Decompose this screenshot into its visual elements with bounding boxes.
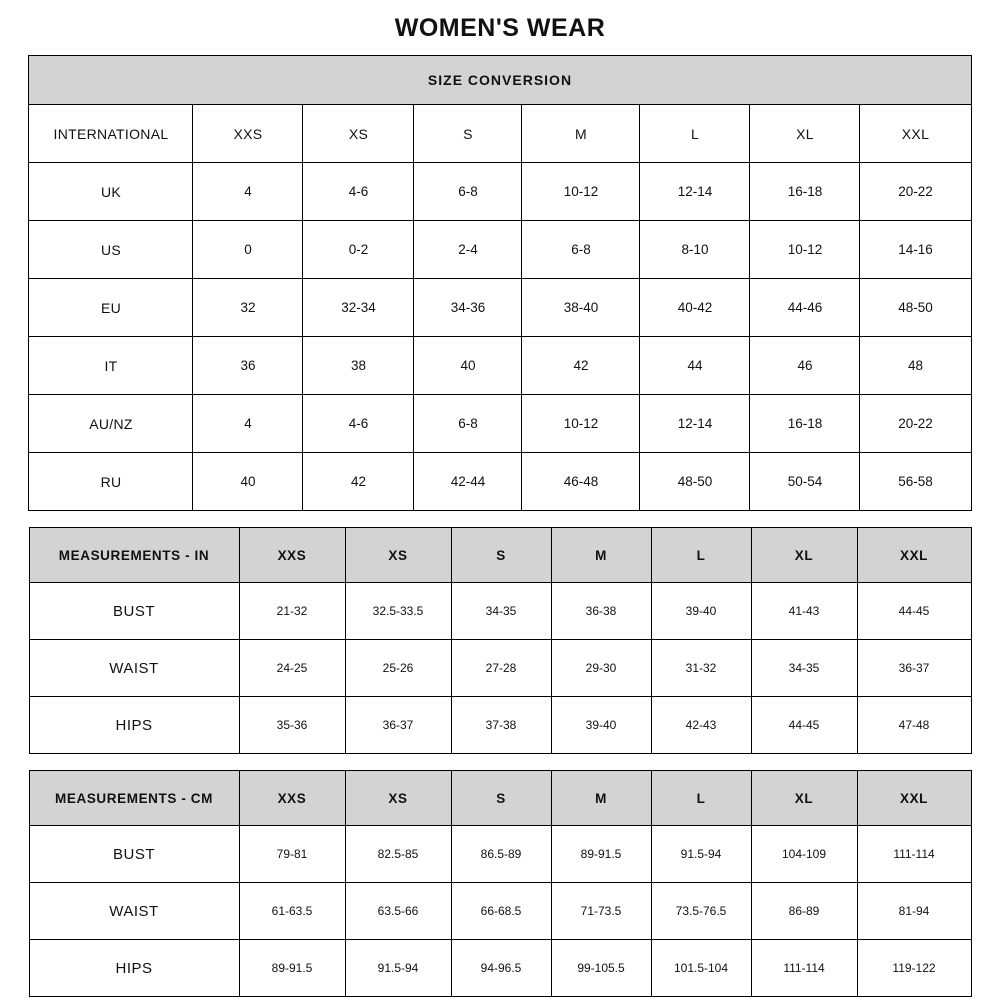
cell: 20-22 bbox=[860, 395, 971, 453]
cell: 66-68.5 bbox=[451, 883, 551, 940]
cell: 27-28 bbox=[451, 640, 551, 697]
cell: 0 bbox=[193, 221, 303, 279]
measurements-cm-header-cell-1: XXS bbox=[239, 771, 345, 826]
cell: 4-6 bbox=[303, 395, 414, 453]
cell: 32.5-33.5 bbox=[345, 583, 451, 640]
cell: 36-37 bbox=[857, 640, 971, 697]
measurements-cm-header-cell-6: XL bbox=[751, 771, 857, 826]
cell: 44-46 bbox=[750, 279, 860, 337]
cell: 16-18 bbox=[750, 163, 860, 221]
cell: 16-18 bbox=[750, 395, 860, 453]
table-row bbox=[29, 697, 971, 754]
cell: 10-12 bbox=[522, 163, 640, 221]
page-title: WOMEN'S WEAR bbox=[394, 14, 606, 42]
cell: 48-50 bbox=[640, 453, 750, 511]
conversion-banner: SIZE CONVERSION bbox=[29, 56, 971, 105]
table-row bbox=[29, 583, 971, 640]
cell: 42 bbox=[303, 453, 414, 511]
cell: 38-40 bbox=[522, 279, 640, 337]
measurements-inches-header-cell-6: XL bbox=[751, 528, 857, 583]
cell: 56-58 bbox=[860, 453, 971, 511]
cell: 4-6 bbox=[303, 163, 414, 221]
cell: 99-105.5 bbox=[551, 940, 651, 997]
cell: 36 bbox=[193, 337, 303, 395]
cell: 79-81 bbox=[239, 826, 345, 883]
cell: 39-40 bbox=[651, 583, 751, 640]
measurements-cm-header-cell-3: S bbox=[451, 771, 551, 826]
measurements-cm-header-cell-5: L bbox=[651, 771, 751, 826]
cell: 32-34 bbox=[303, 279, 414, 337]
table-row bbox=[29, 163, 971, 221]
cell: 89-91.5 bbox=[551, 826, 651, 883]
cell: 50-54 bbox=[750, 453, 860, 511]
measurements-inches-header-row bbox=[29, 528, 971, 583]
row-label: BUST bbox=[29, 583, 239, 640]
measurements-inches-header-cell-2: XS bbox=[345, 528, 451, 583]
cell: 61-63.5 bbox=[239, 883, 345, 940]
cell: 81-94 bbox=[857, 883, 971, 940]
cell: 2-4 bbox=[414, 221, 522, 279]
conversion-header-cell-7: XXL bbox=[860, 105, 971, 163]
conversion-header-cell-0: INTERNATIONAL bbox=[29, 105, 193, 163]
cell: 40-42 bbox=[640, 279, 750, 337]
conversion-header-cell-1: XXS bbox=[193, 105, 303, 163]
table-row bbox=[29, 453, 971, 511]
table-row bbox=[29, 279, 971, 337]
cell: 4 bbox=[193, 395, 303, 453]
cell: 25-26 bbox=[345, 640, 451, 697]
cell: 21-32 bbox=[239, 583, 345, 640]
cell: 14-16 bbox=[860, 221, 971, 279]
measurements-cm-title: MEASUREMENTS - CM bbox=[29, 771, 239, 826]
cell: 47-48 bbox=[857, 697, 971, 754]
cell: 6-8 bbox=[414, 395, 522, 453]
cell: 36-38 bbox=[551, 583, 651, 640]
row-label: UK bbox=[29, 163, 193, 221]
cell: 119-122 bbox=[857, 940, 971, 997]
cell: 34-35 bbox=[451, 583, 551, 640]
cell: 101.5-104 bbox=[651, 940, 751, 997]
row-label: EU bbox=[29, 279, 193, 337]
cell: 82.5-85 bbox=[345, 826, 451, 883]
cell: 44 bbox=[640, 337, 750, 395]
cell: 32 bbox=[193, 279, 303, 337]
cell: 41-43 bbox=[751, 583, 857, 640]
table-row bbox=[29, 883, 971, 940]
cell: 36-37 bbox=[345, 697, 451, 754]
cell: 38 bbox=[303, 337, 414, 395]
cell: 94-96.5 bbox=[451, 940, 551, 997]
measurements-inches-header-cell-1: XXS bbox=[239, 528, 345, 583]
table-row bbox=[29, 826, 971, 883]
cell: 8-10 bbox=[640, 221, 750, 279]
cell: 71-73.5 bbox=[551, 883, 651, 940]
conversion-header-cell-6: XL bbox=[750, 105, 860, 163]
cell: 42-43 bbox=[651, 697, 751, 754]
conversion-header-cell-3: S bbox=[414, 105, 522, 163]
row-label: HIPS bbox=[29, 940, 239, 997]
cell: 12-14 bbox=[640, 395, 750, 453]
row-label: WAIST bbox=[29, 640, 239, 697]
cell: 104-109 bbox=[751, 826, 857, 883]
cell: 48-50 bbox=[860, 279, 971, 337]
cell: 91.5-94 bbox=[345, 940, 451, 997]
cell: 20-22 bbox=[860, 163, 971, 221]
row-label: BUST bbox=[29, 826, 239, 883]
cell: 39-40 bbox=[551, 697, 651, 754]
cell: 12-14 bbox=[640, 163, 750, 221]
row-label: HIPS bbox=[29, 697, 239, 754]
measurements-cm-header-row bbox=[29, 771, 971, 826]
cell: 48 bbox=[860, 337, 971, 395]
measurements-inches-title: MEASUREMENTS - IN bbox=[29, 528, 239, 583]
cell: 86.5-89 bbox=[451, 826, 551, 883]
measurements-inches-table bbox=[29, 527, 972, 754]
cell: 63.5-66 bbox=[345, 883, 451, 940]
cell: 29-30 bbox=[551, 640, 651, 697]
cell: 111-114 bbox=[857, 826, 971, 883]
cell: 42-44 bbox=[414, 453, 522, 511]
measurements-cm-header-cell-7: XXL bbox=[857, 771, 971, 826]
size-conversion-table bbox=[28, 55, 971, 511]
row-label: AU/NZ bbox=[29, 395, 193, 453]
cell: 37-38 bbox=[451, 697, 551, 754]
cell: 86-89 bbox=[751, 883, 857, 940]
conversion-banner-row bbox=[29, 56, 971, 105]
measurements-cm-header-cell-2: XS bbox=[345, 771, 451, 826]
cell: 46 bbox=[750, 337, 860, 395]
cell: 44-45 bbox=[857, 583, 971, 640]
measurements-inches-header-cell-3: S bbox=[451, 528, 551, 583]
measurements-cm-header-cell-4: M bbox=[551, 771, 651, 826]
cell: 40 bbox=[193, 453, 303, 511]
conversion-header-cell-4: M bbox=[522, 105, 640, 163]
conversion-header-cell-2: XS bbox=[303, 105, 414, 163]
cell: 0-2 bbox=[303, 221, 414, 279]
cell: 34-35 bbox=[751, 640, 857, 697]
cell: 10-12 bbox=[522, 395, 640, 453]
measurements-inches-header-cell-5: L bbox=[651, 528, 751, 583]
table-row bbox=[29, 337, 971, 395]
row-label: WAIST bbox=[29, 883, 239, 940]
table-row bbox=[29, 395, 971, 453]
measurements-inches-header-cell-4: M bbox=[551, 528, 651, 583]
table-row bbox=[29, 221, 971, 279]
cell: 91.5-94 bbox=[651, 826, 751, 883]
measurements-cm-table bbox=[29, 770, 972, 997]
row-label: RU bbox=[29, 453, 193, 511]
row-label: US bbox=[29, 221, 193, 279]
conversion-header-cell-5: L bbox=[640, 105, 750, 163]
cell: 31-32 bbox=[651, 640, 751, 697]
cell: 6-8 bbox=[522, 221, 640, 279]
cell: 34-36 bbox=[414, 279, 522, 337]
cell: 44-45 bbox=[751, 697, 857, 754]
cell: 40 bbox=[414, 337, 522, 395]
cell: 24-25 bbox=[239, 640, 345, 697]
cell: 35-36 bbox=[239, 697, 345, 754]
table-row bbox=[29, 940, 971, 997]
table-row bbox=[29, 640, 971, 697]
cell: 73.5-76.5 bbox=[651, 883, 751, 940]
cell: 6-8 bbox=[414, 163, 522, 221]
cell: 46-48 bbox=[522, 453, 640, 511]
measurements-inches-header-cell-7: XXL bbox=[857, 528, 971, 583]
conversion-header-row bbox=[29, 105, 971, 163]
row-label: IT bbox=[29, 337, 193, 395]
cell: 4 bbox=[193, 163, 303, 221]
cell: 89-91.5 bbox=[239, 940, 345, 997]
cell: 10-12 bbox=[750, 221, 860, 279]
cell: 111-114 bbox=[751, 940, 857, 997]
cell: 42 bbox=[522, 337, 640, 395]
